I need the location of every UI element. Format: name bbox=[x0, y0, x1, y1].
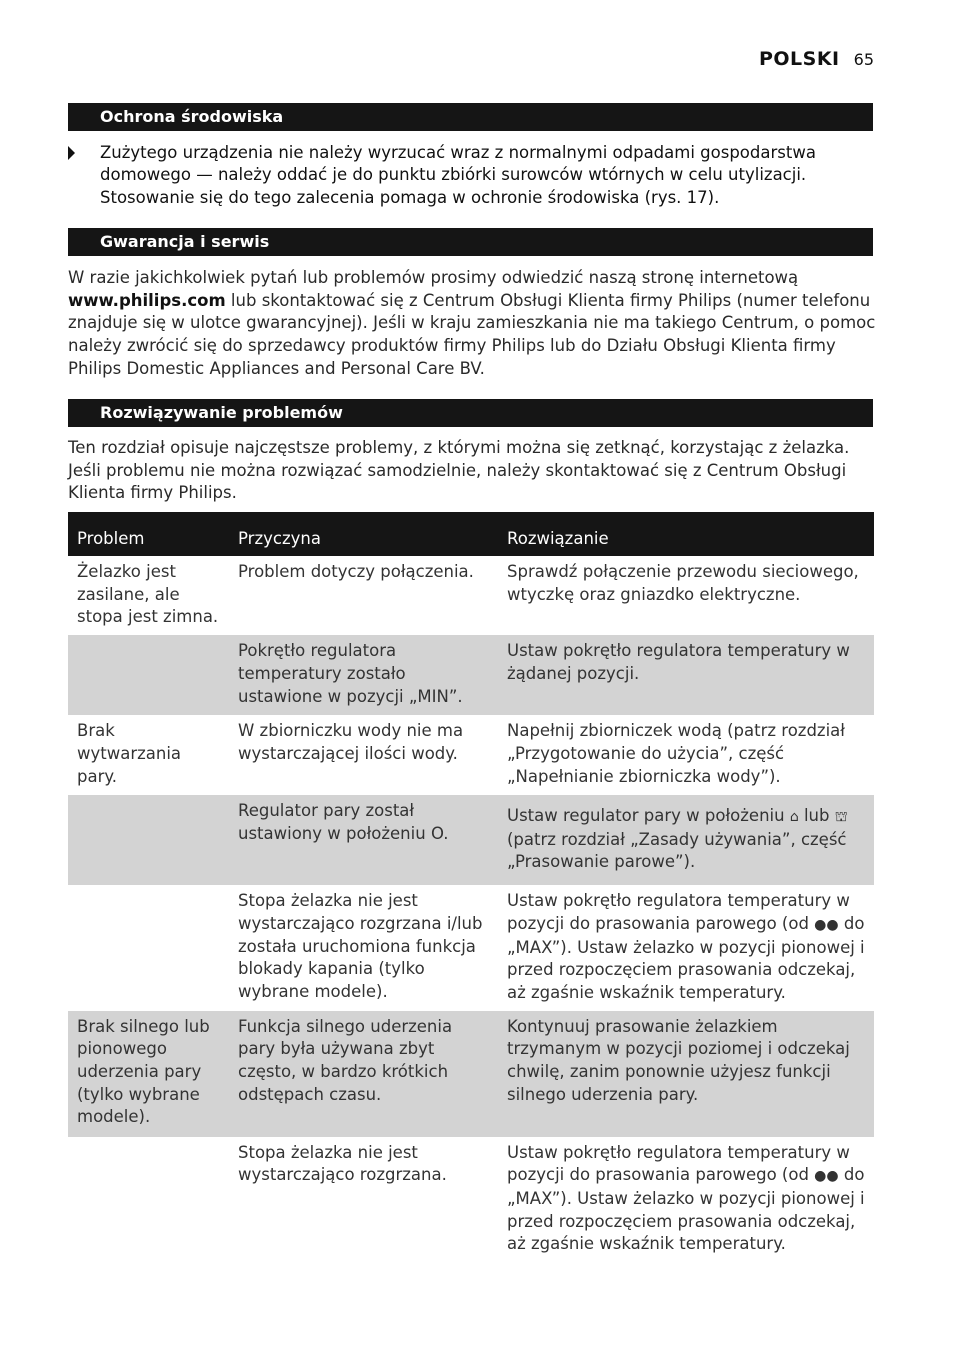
problem-cell: Brak silnego lub pionowego uderzenia pary (tylko wybrane modele). bbox=[68, 1011, 229, 1137]
steam-off-symbol: O bbox=[430, 823, 444, 843]
temperature-dots-icon: ●● bbox=[814, 1168, 839, 1185]
temperature-dots-icon: ●● bbox=[814, 916, 839, 933]
page-number: 65 bbox=[853, 50, 874, 69]
warranty-paragraph bbox=[68, 267, 876, 381]
table-row bbox=[68, 715, 874, 795]
solution-text-end: do „MAX”). Ustaw żelazko w pozycji pionowej i przed rozpoczęciem prasowania odczekaj, aż zgaśnie wskaźnik temperatury. bbox=[507, 1165, 865, 1254]
problem-cell: Żelazko jest zasilane, ale stopa jest zimna. bbox=[77, 562, 219, 627]
language-label: POLSKI bbox=[758, 48, 840, 70]
problem-cell bbox=[68, 795, 229, 885]
cause-text-end: . bbox=[443, 823, 449, 843]
problem-cell bbox=[68, 1137, 229, 1263]
table-row bbox=[68, 1011, 874, 1137]
troubleshooting-table bbox=[68, 512, 874, 1262]
steam-high-icon: ⛫ bbox=[834, 809, 848, 826]
solution-cell: Napełnij zbiorniczek wodą (patrz rozdział „Przygotowanie do użycia”, część „Napełnianie zbiorniczka wody”). bbox=[507, 721, 845, 786]
warranty-text-end: lub skontaktować się z Centrum Obsługi Klienta firmy Philips (numer telefonu znajduje się w ulotce gwarancyjnej). Jeśli w kraju zamieszkania nie ma takiego Centrum, o pomoc należy zwrócić się do sprzedawcy produktów firmy Philips lub do Działu Obsługi Klienta firmy Philips Domestic Appliances and Personal Care BV. bbox=[68, 290, 876, 378]
solution-text: Ustaw pokrętło regulatora temperatury w pozycji do prasowania parowego (od bbox=[507, 1142, 850, 1185]
troubleshooting-intro: Ten rozdział opisuje najczęstsze problemy, z którymi można się zetknąć, korzystając z żelazka. Jeśli problemu nie można rozwiązać samodzielnie, należy skontaktować się z Centrum Obsługi Klienta firmy Philips. bbox=[68, 438, 850, 503]
page-header bbox=[759, 48, 874, 70]
section-title-environment: Ochrona środowiska bbox=[68, 103, 873, 131]
warranty-text-start: W razie jakichkolwiek pytań lub problemów prosimy odwiedzić naszą stronę internetową bbox=[68, 268, 799, 287]
solution-text-end: (patrz rozdział „Zasady używania”, część „Prasowanie parowe”). bbox=[507, 829, 847, 872]
solution-cell: Ustaw pokrętło regulatora temperatury w żądanej pozycji. bbox=[498, 635, 874, 715]
solution-cell: Sprawdź połączenie przewodu sieciowego, wtyczkę oraz gniazdko elektryczne. bbox=[507, 562, 859, 604]
environment-bullet-text: Zużytego urządzenia nie należy wyrzucać wraz z normalnymi odpadami gospodarstwa domowego — należy oddać je do punktu zbiórki surowców wtórnych w celu utylizacji. Stosowanie się do tego zalecenia pomaga w ochronie środowiska (rys. 17). bbox=[100, 143, 816, 207]
problem-cell bbox=[68, 635, 229, 715]
table-row bbox=[68, 556, 874, 635]
table-row bbox=[68, 795, 874, 885]
table-header-row bbox=[68, 512, 874, 556]
table-row bbox=[68, 635, 874, 715]
solution-cell bbox=[498, 885, 874, 1011]
table-row bbox=[68, 1137, 874, 1263]
steam-low-icon: ⌂ bbox=[789, 809, 799, 826]
section-title-troubleshooting: Rozwiązywanie problemów bbox=[68, 399, 873, 427]
solution-cell bbox=[498, 1137, 874, 1263]
bullet-arrow-icon bbox=[68, 146, 75, 160]
cause-cell: Pokrętło regulatora temperatury zostało ustawione w pozycji „MIN”. bbox=[229, 635, 498, 715]
cause-cell: W zbiorniczku wody nie ma wystarczającej ilości wody. bbox=[238, 721, 464, 763]
solution-cell: Kontynuuj prasowanie żelazkiem trzymanym w pozycji poziomej i odczekaj chwilę, zanim ponownie użyjesz funkcji silnego uderzenia pary. bbox=[498, 1011, 874, 1137]
problem-cell bbox=[68, 885, 229, 1011]
solution-text: Ustaw pokrętło regulatora temperatury w pozycji do prasowania parowego (od bbox=[507, 891, 850, 933]
cause-cell: Stopa żelazka nie jest wystarczająco rozgrzana i/lub została uruchomiona funkcja blokady kapania (tylko wybrane modele). bbox=[238, 891, 483, 1001]
cause-cell: Funkcja silnego uderzenia pary była używana zbyt często, w bardzo krótkich odstępach czasu. bbox=[229, 1011, 498, 1137]
cause-text: Regulator pary został ustawiony w położeniu bbox=[238, 801, 431, 843]
philips-website-link[interactable]: www.philips.com bbox=[68, 290, 226, 310]
solution-cell bbox=[498, 795, 874, 885]
solution-text-mid: lub bbox=[798, 806, 835, 826]
table-row bbox=[68, 885, 874, 1011]
cause-cell: Problem dotyczy połączenia. bbox=[238, 562, 474, 581]
cause-cell bbox=[229, 795, 498, 885]
header-cause: Przyczyna bbox=[229, 512, 498, 556]
problem-cell: Brak wytwarzania pary. bbox=[77, 721, 182, 786]
header-problem: Problem bbox=[68, 512, 229, 556]
solution-text-end: do „MAX”). Ustaw żelazko w pozycji pionowej i przed rozpoczęciem prasowania odczekaj, aż zgaśnie wskaźnik temperatury. bbox=[507, 913, 865, 1002]
solution-text: Ustaw regulator pary w położeniu bbox=[507, 806, 790, 826]
section-title-warranty: Gwarancja i serwis bbox=[68, 228, 873, 256]
header-solution: Rozwiązanie bbox=[498, 512, 874, 556]
cause-cell: Stopa żelazka nie jest wystarczająco rozgrzana. bbox=[238, 1142, 447, 1185]
